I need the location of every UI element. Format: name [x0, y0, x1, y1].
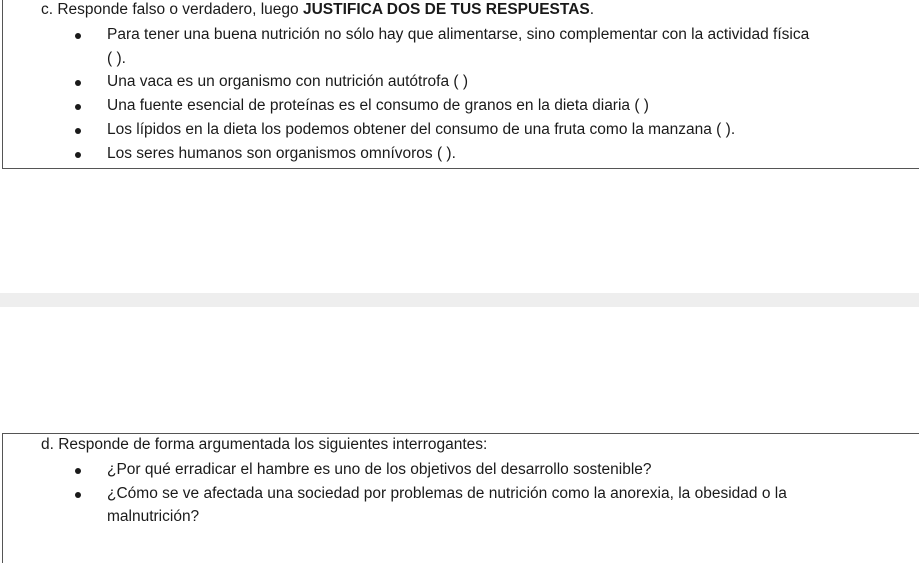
section-d-list: [0, 458, 919, 529]
section-c-heading-suffix: .: [589, 1, 595, 18]
list-item-text-continued: malnutrición?: [107, 508, 200, 526]
list-item: [0, 70, 919, 94]
list-item: [0, 94, 919, 118]
bullet-icon: [75, 492, 81, 498]
list-item: [0, 458, 919, 482]
list-item: [0, 23, 919, 70]
list-item: [0, 142, 919, 166]
bullet-icon: [75, 152, 81, 158]
bullet-icon: [75, 104, 81, 110]
section-d-heading: d. Responde de forma argumentada los siguientes interrogantes:: [41, 436, 488, 453]
section-c-heading-prefix: c. Responde falso o verdadero, luego: [41, 1, 303, 18]
list-item-text: Una vaca es un organismo con nutrición autótrofa ( ): [107, 73, 468, 91]
bullet-icon: [75, 33, 81, 39]
page-separator: [0, 293, 919, 307]
list-item-text: Una fuente esencial de proteínas es el consumo de granos en la dieta diaria ( ): [107, 97, 649, 115]
bullet-icon: [75, 80, 81, 86]
bullet-icon: [75, 128, 81, 134]
list-item-text: ¿Cómo se ve afectada una sociedad por problemas de nutrición como la anorexia, la obesidad o la: [107, 484, 787, 502]
list-item-text: Los seres humanos son organismos omnívoros ( ).: [107, 144, 456, 162]
section-c-list: [0, 23, 919, 165]
list-item-text-continued: ( ).: [107, 49, 126, 67]
list-item: [0, 118, 919, 142]
bullet-icon: [75, 468, 81, 474]
document-page-2: [0, 307, 919, 538]
list-item: [0, 482, 919, 529]
list-item-text: ¿Por qué erradicar el hambre es uno de los objetivos del desarrollo sostenible?: [107, 461, 652, 478]
list-item-text: Los lípidos en la dieta los podemos obtener del consumo de una fruta como la manzana ( ).: [107, 120, 736, 138]
list-item-text: Para tener una buena nutrición no sólo hay que alimentarse, sino complementar con la actividad física: [107, 26, 810, 43]
section-c-heading: [41, 1, 594, 19]
section-c-heading-bold: JUSTIFICA DOS DE TUS RESPUESTAS: [302, 1, 590, 18]
